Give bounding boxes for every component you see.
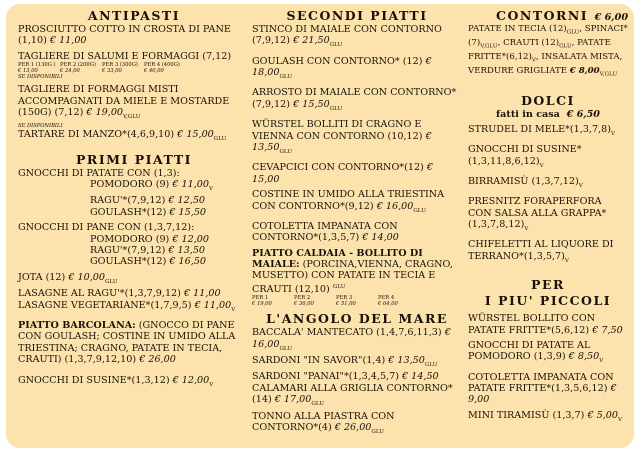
column-right — [468, 8, 628, 426]
menu-item: COTOLETTA IMPANATA CON CONTORNO*(1,3,5,7) € 14,00 — [252, 220, 399, 244]
menu-item: CEVAPCICI CON CONTORNO*(12) € 15,00 — [252, 162, 433, 185]
menu-item: GNOCCHI DI SUSINE* $(1,3,11,8,6,12)_V$ — [468, 144, 582, 169]
menu-item: GNOCCHI DI PANE CON (1,3,7,12): — [18, 222, 195, 234]
section-title-contorni: CONTORNI — [496, 8, 589, 23]
section-title-secondi: SECONDI PIATTI — [286, 8, 428, 23]
menu-item: GOULASH CON CONTORNO* (12) € $18,00_{GLU}$ — [252, 55, 432, 81]
menu-subitem: RAGU'*(7,9,12) € 13,50 — [90, 245, 206, 256]
menu-item: BACCALA' MANTECATO (1,4,7,6,11,3) € $16,00_{GLU}$ — [252, 327, 451, 352]
availability-note: SE DISPONIBILI — [18, 123, 63, 130]
menu-item: COSTINE IN UMIDO ALLA TRIESTINA CON CONTORNO*(9,12) € $16,00_{GLU}$ — [252, 189, 445, 214]
menu-item: STINCO DI MAIALE CON CONTORNO (7,9,12) € $21,50_{GLU}$ — [252, 24, 442, 49]
section-title-piccoli-2: I PIU' PICCOLI — [484, 293, 612, 309]
section-title-piccoli-1: PER — [531, 277, 565, 293]
menu-item: GNOCCHI DI SUSINE*(1,3,12) € $12,00_V$ — [18, 375, 214, 389]
menu-card — [6, 4, 634, 448]
menu-item: ARROSTO DI MAIALE CON CONTORNO*(7,9,12) € $15,50_{GLU}$ — [252, 87, 457, 112]
availability-note: SE DISPONIBILI — [18, 74, 63, 81]
menu-item: TONNO ALLA PIASTRA CON CONTORNO*(4) € $26,00_{GLU}$ — [252, 410, 395, 435]
menu-item: LASAGNE VEGETARIANE*(1,7,9,5) € $11,00_V$ — [18, 299, 236, 313]
section-title-primi: PRIMI PIATTI — [76, 151, 192, 167]
menu-item: PROSCIUTTO COTTO IN CROSTA DI PANE (1,10) € 11,00 — [18, 24, 231, 47]
menu-item: CALAMARI ALLA GRIGLIA CONTORNO*(14) € $17,00_{GLU}$ — [252, 382, 453, 408]
section-title-mare: L'ANGOLO DEL MARE — [266, 311, 448, 327]
menu-item: SARDONI "IN SAVOR"(1,4) € $13,50_{GLU}$ — [252, 355, 438, 369]
menu-subitem: RAGU'*(7,9,12) € 12,50 — [90, 195, 206, 207]
column-left — [18, 8, 250, 392]
section-title-antipasti: ANTIPASTI — [87, 8, 181, 23]
menu-item: LASAGNE AL RAGU'*(1,3,7,9,12) € 11,00 — [18, 288, 221, 300]
menu-item: TAGLIERE DI FORMAGGI MISTI ACCOMPAGNATI DA MIELE E MOSTARDE (150G) (7,12) € $19,00_{V,GLU}$ — [18, 84, 230, 120]
contorni-header: CONTORNI € 6,00 — [468, 8, 628, 24]
menu-item: TAGLIERE DI SALUMI E FORMAGGI (7,12) — [18, 50, 232, 62]
menu-item: MINI TIRAMISÙ (1,3,7) € $5,00_V$ — [468, 409, 623, 423]
menu-item: GNOCCHI DI PATATE CON (1,3): — [18, 167, 180, 179]
size-price-grid: PER 1 € 19,00 PER 2 € 36,00 PER 3 € 51,00 PER 4 € 64,00 — [252, 295, 398, 308]
column-middle — [252, 8, 462, 438]
contorni-list: PATATE IN TECIA $(12)_{GLU}$, $SPINACI*(7)_{V,GLU}$, CRAUTI $(12)_{GLU}$, PATATE $FRITTE*(6,12)_V$, INSALATA MISTA, VERDURE GRIGLIATE € $8,00_{V,GLU}$ — [468, 24, 628, 79]
menu-subitem: POMODORO (9) € 12,00 — [90, 233, 209, 245]
menu-item-caldaia: PIATTO CALDAIA - BOLLITO DI MAIALE: (PORCINA,VIENNA, CRAGNO, MUSETTO) CON PATATE IN TECIA E CRAUTI (12,10) $^{GLU}$ — [252, 247, 453, 296]
menu-item: JOTA (12) € $10,00_{GLU}$ — [18, 271, 118, 285]
menu-subitem: POMODORO (9) € $11,00_V$ — [90, 179, 214, 192]
menu-item-barcolana: PIATTO BARCOLANA: (GNOCCO DI PANE CON GOULASH; COSTINE IN UMIDO ALLA TRIESTINA; CRAGNO, PATATE IN TECIA, CRAUTI) (1,3,7,9,12,10) € 26,00 — [18, 319, 236, 366]
menu-subitem: GOULASH*(12) € 16,50 — [90, 256, 207, 268]
menu-item: WÜRSTEL BOLLITO CON PATATE FRITTE*(5,6,12) € 7,50 — [468, 313, 623, 336]
menu-item: GNOCCHI DI PATATE AL POMODORO (1,3,9) € $8,50_V$ — [468, 339, 604, 365]
menu-item: WÜRSTEL BOLLITI DI CRAGNO E VIENNA CON CONTORNO (10,12) € $13,50_{GLU}$ — [252, 119, 432, 155]
menu-item: STRUDEL DI $MELE*(1,3,7,8)_V$ — [468, 123, 616, 137]
section-title-dolci: DOLCI — [521, 92, 575, 108]
size-price-grid: PER 1 (130G ) € 13,00 PER 2 (200G) € 24,00 PER 3 (300G) € 33,00 PER 4 (400G) € 40,00 — [18, 62, 180, 75]
menu-subitem: GOULASH*(12) € 15,50 — [90, 206, 207, 218]
menu-item: PRESNITZ FORAPERFORA CON SALSA ALLA $GRAPPA*(1,3,7,8,12)_V$ — [468, 196, 607, 232]
menu-item: TARTARE DI MANZO*(4,6,9,10) € $15,00_{GLU}$ — [18, 129, 227, 143]
menu-item: COTOLETTA IMPANATA CON PATATE FRITTE*(1,3,5,6,12) € 9,00 — [468, 371, 617, 406]
menu-item: CHIFELETTI AL LIQUORE DI $TERRANO*(1,3,5,7)_V$ — [468, 239, 614, 264]
menu-item: BIRRAMISÙ $(1,3,7,12)_V$ — [468, 175, 583, 189]
dolci-subtitle: fatti in casa € 6,50 — [496, 108, 600, 120]
menu-item: SARDONI "PANAI"*(1,3,4,5,7) € 14,50 — [252, 371, 439, 383]
